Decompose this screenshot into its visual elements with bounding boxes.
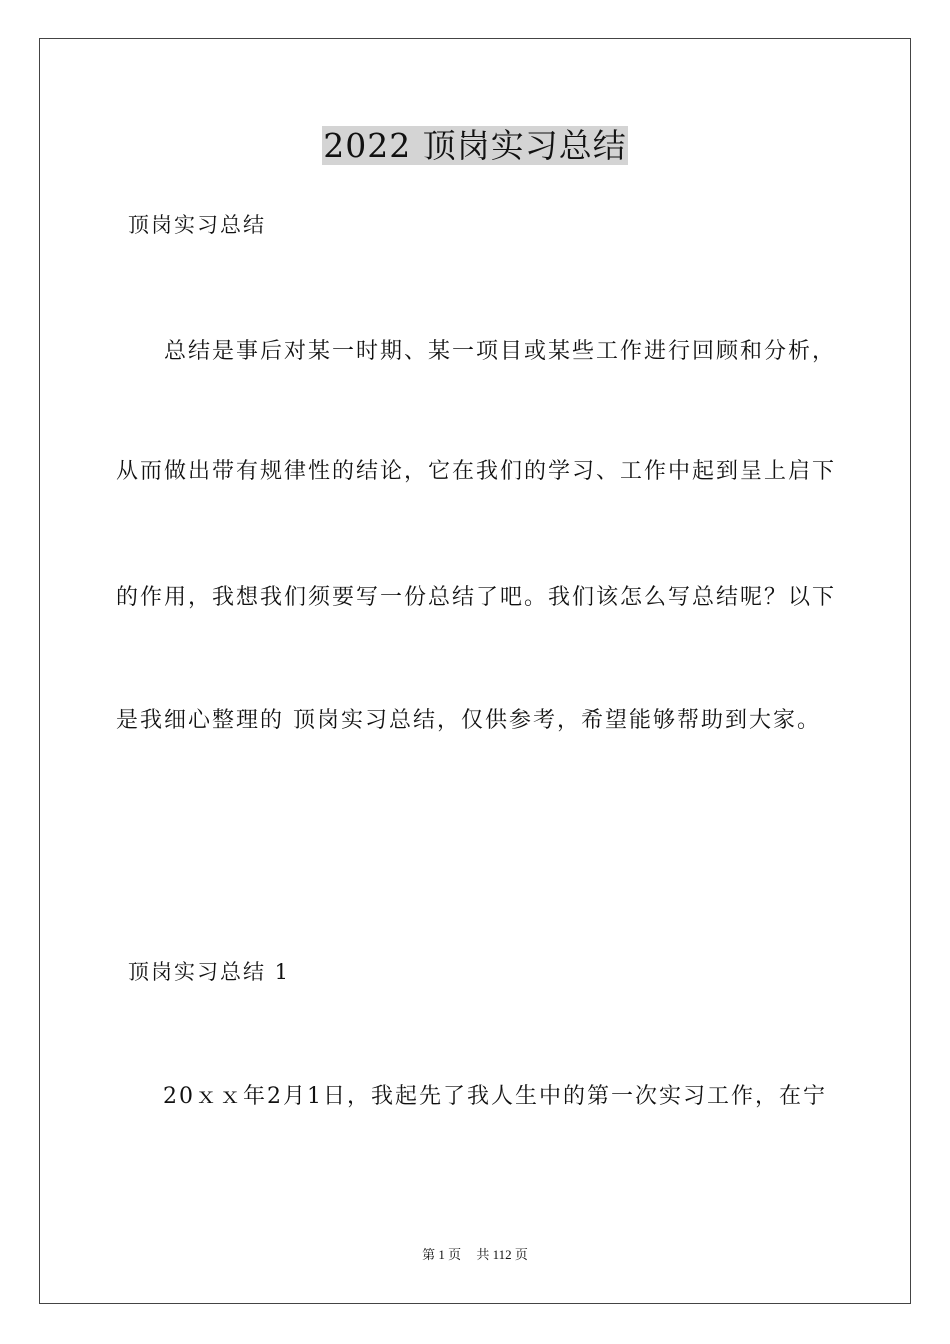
intro-line-4: 是我细心整理的 顶岗实习总结，仅供参考，希望能够帮助到大家。 — [116, 708, 821, 733]
document-subtitle: 顶岗实习总结 — [128, 213, 266, 237]
page-footer — [0, 1244, 950, 1263]
intro-line-2: 从而做出带有规律性的结论，它在我们的学习、工作中起到呈上启下 — [116, 459, 837, 484]
section-line-1: 20ｘｘ年2月1日，我起先了我人生中的第一次实习工作，在宁 — [163, 1084, 827, 1109]
document-title-wrap — [0, 124, 950, 168]
total-pages: 共 112 页 — [476, 1247, 528, 1262]
intro-line-1: 总结是事后对某一时期、某一项目或某些工作进行回顾和分析， — [164, 339, 837, 364]
section-heading: 顶岗实习总结 1 — [128, 960, 291, 984]
document-title: 2022 顶岗实习总结 — [323, 126, 627, 165]
page-number: 第 1 页 — [422, 1247, 462, 1262]
intro-line-3: 的作用，我想我们须要写一份总结了吧。我们该怎么写总结呢？以下 — [116, 585, 837, 610]
